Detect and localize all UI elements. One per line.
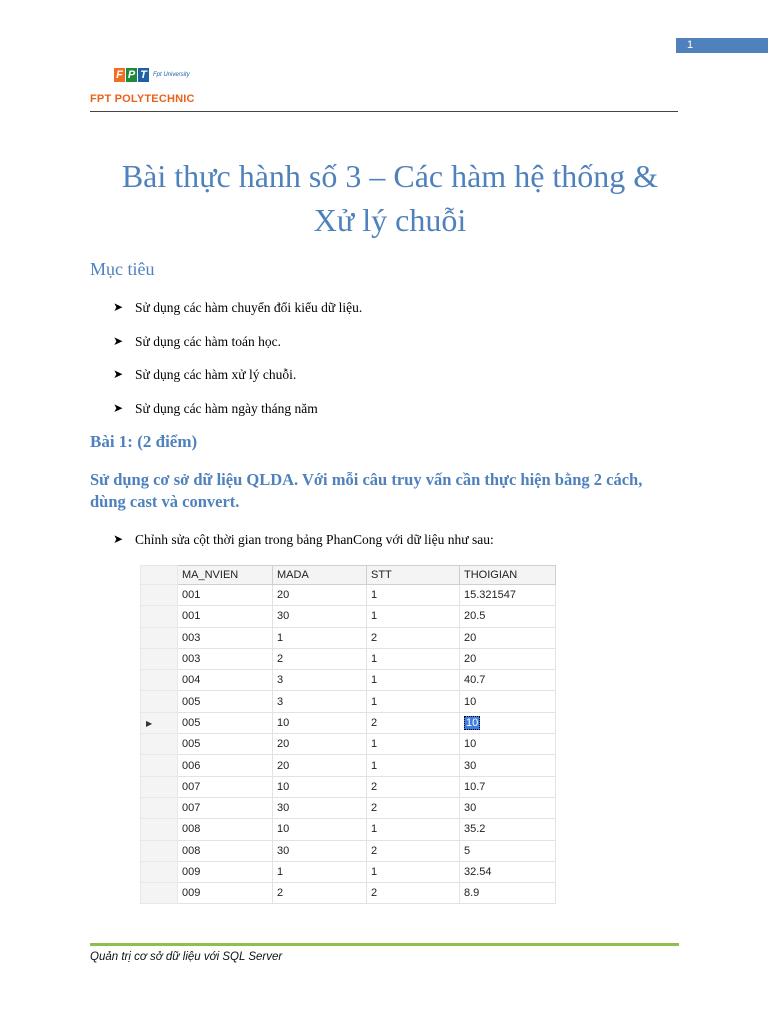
cell-ma-nvien[interactable]: 009 <box>178 883 273 904</box>
cell-stt[interactable]: 1 <box>367 691 460 712</box>
cell-thoigian[interactable]: 30 <box>460 797 556 818</box>
cell-stt[interactable]: 1 <box>367 861 460 882</box>
cell-thoigian[interactable]: 20 <box>460 627 556 648</box>
row-selector[interactable] <box>141 797 178 818</box>
cell-ma-nvien[interactable]: 008 <box>178 840 273 861</box>
row-selector[interactable] <box>141 712 178 733</box>
cell-mada[interactable]: 20 <box>273 734 367 755</box>
cell-ma-nvien[interactable]: 003 <box>178 627 273 648</box>
table-row[interactable] <box>141 712 556 733</box>
cell-ma-nvien[interactable]: 007 <box>178 776 273 797</box>
cell-thoigian[interactable]: 35.2 <box>460 819 556 840</box>
column-header-thoigian[interactable]: THOIGIAN <box>460 566 556 585</box>
objective-item: ➤ Sử dụng các hàm toán học. <box>113 333 282 349</box>
cell-thoigian[interactable]: 10.7 <box>460 776 556 797</box>
edit-instruction-list <box>113 531 494 548</box>
table-row[interactable] <box>141 755 556 776</box>
objectives-list <box>113 299 362 433</box>
cell-ma-nvien[interactable]: 005 <box>178 712 273 733</box>
cell-stt[interactable]: 1 <box>367 648 460 669</box>
column-header-ma-nvien[interactable]: MA_NVIEN <box>178 566 273 585</box>
column-header-mada[interactable]: MADA <box>273 566 367 585</box>
column-header-stt[interactable]: STT <box>367 566 460 585</box>
cell-mada[interactable]: 20 <box>273 585 367 606</box>
cell-ma-nvien[interactable]: 008 <box>178 819 273 840</box>
arrow-bullet-icon: ➤ <box>113 333 124 348</box>
cell-mada[interactable]: 3 <box>273 670 367 691</box>
arrow-bullet-icon: ➤ <box>113 300 124 314</box>
footer-text: Quản trị cơ sở dữ liệu với SQL Server <box>90 951 283 963</box>
table-row[interactable] <box>141 648 556 669</box>
row-selector[interactable] <box>141 585 178 606</box>
cell-ma-nvien[interactable]: 005 <box>178 691 273 712</box>
title-line-1: Bài thực hành số 3 – Các hàm hệ thống & <box>121 158 659 194</box>
row-selector[interactable] <box>141 627 178 648</box>
table-row[interactable] <box>141 797 556 818</box>
cell-mada[interactable]: 10 <box>273 712 367 733</box>
cell-mada[interactable]: 10 <box>273 819 367 840</box>
arrow-bullet-icon: ➤ <box>113 400 124 415</box>
cell-thoigian[interactable]: 10 <box>460 734 556 755</box>
row-selector[interactable] <box>141 648 178 669</box>
objective-item: ➤ Sử dụng các hàm chuyển đổi kiểu dữ liệu. <box>113 300 363 315</box>
cell-stt[interactable]: 1 <box>367 670 460 691</box>
cell-ma-nvien[interactable]: 005 <box>178 734 273 755</box>
page-number: 1 <box>676 38 768 53</box>
cell-stt[interactable]: 1 <box>367 755 460 776</box>
table-row[interactable] <box>141 734 556 755</box>
objective-item: ➤ Sử dụng các hàm ngày tháng năm <box>113 400 318 416</box>
row-selector[interactable] <box>141 883 178 904</box>
table-row[interactable] <box>141 627 556 648</box>
cell-mada[interactable]: 2 <box>273 883 367 904</box>
cell-ma-nvien[interactable]: 004 <box>178 670 273 691</box>
cell-mada[interactable]: 1 <box>273 627 367 648</box>
table-row[interactable] <box>141 691 556 712</box>
row-selector[interactable] <box>141 670 178 691</box>
row-selector[interactable] <box>141 755 178 776</box>
cell-thoigian[interactable]: 32.54 <box>460 861 556 882</box>
cell-thoigian[interactable]: 10 <box>460 691 556 712</box>
cell-stt[interactable]: 2 <box>367 797 460 818</box>
cell-stt[interactable]: 1 <box>367 585 460 606</box>
cell-ma-nvien[interactable]: 003 <box>178 648 273 669</box>
table-row[interactable] <box>141 776 556 797</box>
footer-rule <box>90 943 679 946</box>
edit-instruction-item: ➤ Chỉnh sửa cột thời gian trong bảng PhanCong với dữ liệu như sau: <box>113 532 494 547</box>
cell-mada[interactable]: 3 <box>273 691 367 712</box>
cell-stt[interactable]: 1 <box>367 606 460 627</box>
table-row[interactable] <box>141 840 556 861</box>
cell-thoigian[interactable]: 8.9 <box>460 883 556 904</box>
page-title <box>60 154 720 242</box>
table-row[interactable] <box>141 606 556 627</box>
logo-brand-text: FPT POLYTECHNIC <box>90 93 195 105</box>
logo-letter-t: T <box>138 68 149 82</box>
cell-thoigian[interactable]: 20 <box>460 648 556 669</box>
cell-thoigian[interactable]: 30 <box>460 755 556 776</box>
arrow-bullet-icon: ➤ <box>113 532 124 546</box>
cell-stt[interactable]: 1 <box>367 734 460 755</box>
cell-stt[interactable]: 2 <box>367 712 460 733</box>
table-row[interactable] <box>141 883 556 904</box>
cell-mada[interactable]: 20 <box>273 755 367 776</box>
selected-cell-value[interactable]: 10 <box>466 716 479 729</box>
row-selector[interactable] <box>141 606 178 627</box>
exercise-1-heading: Bài 1: (2 điểm) <box>90 432 198 451</box>
cell-stt[interactable]: 2 <box>367 840 460 861</box>
cell-mada[interactable]: 1 <box>273 861 367 882</box>
table-row[interactable] <box>141 585 556 606</box>
fpt-logo-mark <box>114 68 190 82</box>
cell-stt[interactable]: 2 <box>367 627 460 648</box>
cell-stt[interactable]: 1 <box>367 819 460 840</box>
row-selector[interactable] <box>141 691 178 712</box>
logo-letter-f: F <box>114 68 125 82</box>
current-row-indicator-icon: ▶ <box>146 718 153 728</box>
row-selector[interactable] <box>141 734 178 755</box>
cell-mada[interactable]: 10 <box>273 776 367 797</box>
cell-thoigian[interactable]: 40.7 <box>460 670 556 691</box>
cell-thoigian[interactable] <box>460 712 556 733</box>
cell-stt[interactable]: 2 <box>367 776 460 797</box>
cell-thoigian[interactable]: 15.321547 <box>460 585 556 606</box>
cell-ma-nvien[interactable]: 009 <box>178 861 273 882</box>
row-selector[interactable] <box>141 776 178 797</box>
table-row[interactable] <box>141 819 556 840</box>
cell-ma-nvien[interactable]: 006 <box>178 755 273 776</box>
cell-mada[interactable]: 30 <box>273 797 367 818</box>
cell-mada[interactable]: 30 <box>273 840 367 861</box>
cell-ma-nvien[interactable]: 007 <box>178 797 273 818</box>
cell-mada[interactable]: 30 <box>273 606 367 627</box>
header-rule <box>90 111 678 112</box>
logo-letter-p: P <box>127 69 136 81</box>
grid-corner-cell[interactable] <box>141 566 178 585</box>
objective-item: ➤ Sử dụng các hàm xử lý chuỗi. <box>113 367 297 382</box>
cell-thoigian[interactable]: 20.5 <box>460 606 556 627</box>
title-line-2: Xử lý chuỗi <box>313 202 467 238</box>
cell-ma-nvien[interactable]: 001 <box>178 606 273 627</box>
row-selector[interactable] <box>141 861 178 882</box>
row-selector[interactable] <box>141 819 178 840</box>
arrow-bullet-icon: ➤ <box>113 367 124 381</box>
cell-mada[interactable]: 2 <box>273 648 367 669</box>
cell-stt[interactable]: 2 <box>367 883 460 904</box>
phancong-results-grid <box>140 565 556 904</box>
table-row[interactable] <box>141 861 556 882</box>
objectives-heading: Mục tiêu <box>90 259 155 279</box>
grid-header-row <box>141 566 556 585</box>
row-selector[interactable] <box>141 840 178 861</box>
exercise-1-instruction: Sử dụng cơ sở dữ liệu QLDA. Với mỗi câu truy vấn cần thực hiện bằng 2 cách, dùng cast và convert. <box>90 470 643 511</box>
logo-university: Fpt University <box>153 72 190 78</box>
table-row[interactable] <box>141 670 556 691</box>
cell-ma-nvien[interactable]: 001 <box>178 585 273 606</box>
fpt-logo <box>90 68 290 108</box>
cell-thoigian[interactable]: 5 <box>460 840 556 861</box>
